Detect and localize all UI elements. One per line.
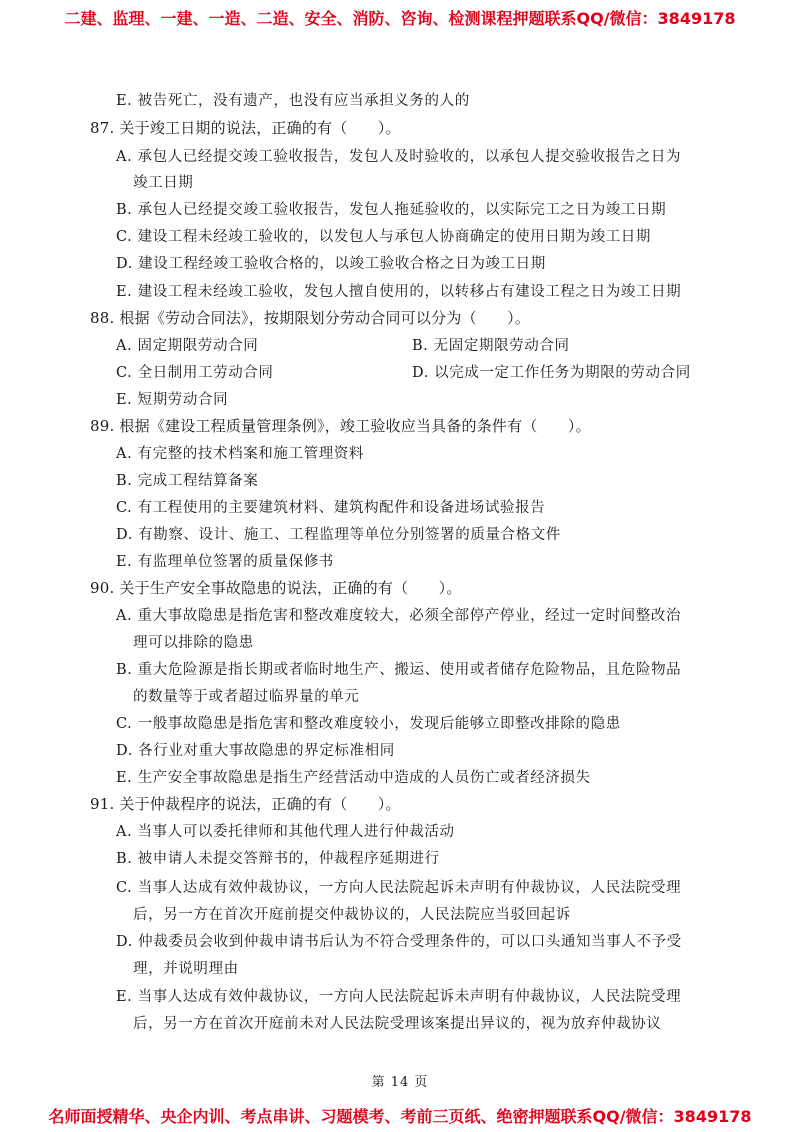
option-line-continued: 后，另一方在首次开庭前提交仲裁协议的，人民法院应当驳回起诉 [133, 907, 571, 923]
option-line-continued: 后，另一方在首次开庭前未对人民法院受理该案提出异议的，视为放弃仲裁协议 [133, 1016, 662, 1032]
option-line: D. 有勘察、设计、施工、工程监理等单位分别签署的质量合格文件 [116, 527, 561, 543]
question-91: 91. 关于仲裁程序的说法，正确的有（ ）。 [90, 795, 401, 813]
question-89: 89. 根据《建设工程质量管理条例》，竣工验收应当具备的条件有（ ）。 [90, 417, 591, 435]
option-line: D. 以完成一定工作任务为期限的劳动合同 [412, 365, 691, 381]
header-banner: 二建、监理、一建、一造、二造、安全、消防、咨询、检测课程押题联系QQ/微信：3849178 [64, 9, 736, 28]
option-line: C. 全日制用工劳动合同 [116, 365, 274, 381]
question-88: 88. 根据《劳动合同法》，按期限划分劳动合同可以分为（ ）。 [90, 309, 531, 327]
option-line: A. 当事人可以委托律师和其他代理人进行仲裁活动 [116, 824, 455, 840]
option-line: C. 有工程使用的主要建筑材料、建筑构配件和设备进场试验报告 [116, 500, 546, 516]
option-line: E. 有监理单位签署的质量保修书 [116, 554, 334, 570]
option-line: D. 建设工程经竣工验收合格的，以竣工验收合格之日为竣工日期 [116, 256, 546, 272]
option-line: A. 有完整的技术档案和施工管理资料 [116, 446, 364, 462]
option-line: E. 被告死亡，没有遗产，也没有应当承担义务的人的 [116, 93, 470, 109]
option-line: B. 重大危险源是指长期或者临时地生产、搬运、使用或者储存危险物品，且危险物品 [116, 662, 682, 678]
option-line: A. 固定期限劳动合同 [116, 338, 259, 354]
option-line: C. 当事人达成有效仲裁协议，一方向人民法院起诉未声明有仲裁协议，人民法院受理 [116, 880, 682, 896]
question-90: 90. 关于生产安全事故隐患的说法，正确的有（ ）。 [90, 579, 462, 597]
option-line-continued: 理，并说明理由 [133, 961, 239, 977]
option-line-continued: 的数量等于或者超过临界量的单元 [133, 689, 360, 705]
option-line: E. 建设工程未经竣工验收，发包人擅自使用的，以转移占有建设工程之日为竣工日期 [116, 284, 682, 300]
option-line-continued: 理可以排除的隐患 [133, 635, 254, 651]
option-line: E. 短期劳动合同 [116, 392, 229, 408]
option-line: B. 被申请人未提交答辩书的，仲裁程序延期进行 [116, 851, 440, 867]
page-number: 第 14 页 [371, 1075, 429, 1090]
option-line: E. 当事人达成有效仲裁协议，一方向人民法院起诉未声明有仲裁协议，人民法院受理 [116, 989, 682, 1005]
option-line: C. 一般事故隐患是指危害和整改难度较小，发现后能够立即整改排除的隐患 [116, 716, 621, 732]
option-line: A. 承包人已经提交竣工验收报告，发包人及时验收的，以承包人提交验收报告之日为 [116, 149, 682, 165]
option-line: E. 生产安全事故隐患是指生产经营活动中造成的人员伤亡或者经济损失 [116, 770, 591, 786]
question-87: 87. 关于竣工日期的说法，正确的有（ ）。 [90, 119, 401, 137]
option-line: D. 仲裁委员会收到仲裁申请书后认为不符合受理条件的，可以口头通知当事人不予受 [116, 934, 682, 950]
footer-banner: 名师面授精华、央企内训、考点串讲、习题模考、考前三页纸、绝密押题联系QQ/微信：3849178 [48, 1107, 752, 1126]
option-line: B. 完成工程结算备案 [116, 473, 259, 489]
option-line: B. 承包人已经提交竣工验收报告，发包人拖延验收的，以实际完工之日为竣工日期 [116, 202, 667, 218]
option-line: B. 无固定期限劳动合同 [412, 338, 570, 354]
option-line-continued: 竣工日期 [133, 175, 194, 191]
option-line: A. 重大事故隐患是指危害和整改难度较大，必须全部停产停业，经过一定时间整改治 [116, 608, 682, 624]
option-line: C. 建设工程未经竣工验收的，以发包人与承包人协商确定的使用日期为竣工日期 [116, 229, 651, 245]
option-line: D. 各行业对重大事故隐患的界定标准相同 [116, 743, 395, 759]
